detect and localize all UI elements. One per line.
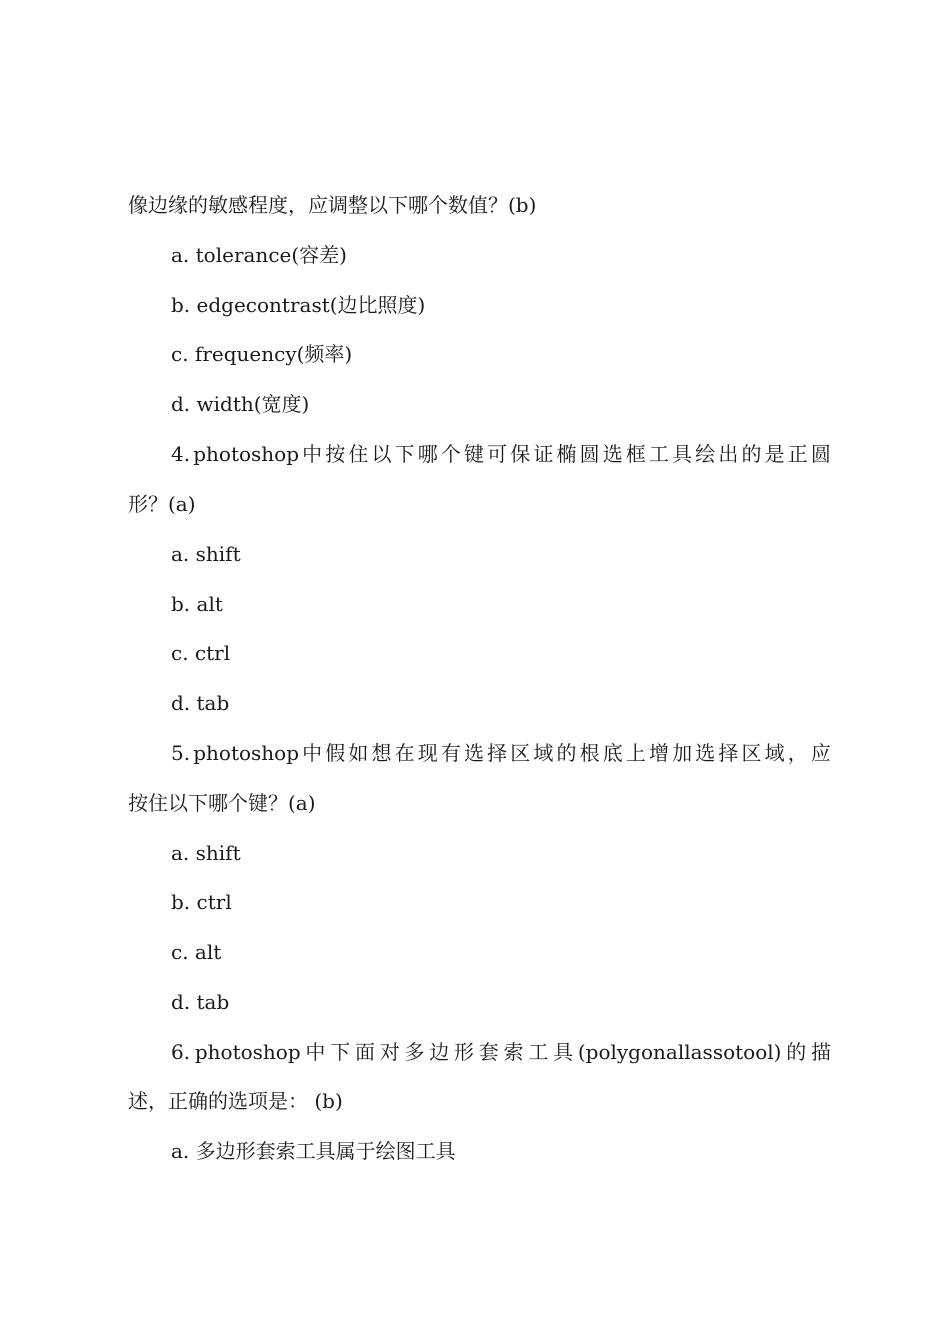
question-4-option-d: d. tab (171, 691, 230, 715)
question-6-text: 6. photoshop 中 下 面 对 多 边 形 套 索 工 具 (polygonallassotool) 的 描 (171, 1040, 831, 1064)
question-4-option-b: b. alt (171, 592, 223, 616)
question-5-option-b: b. ctrl (171, 890, 232, 914)
question-3-option-a: a. tolerance(容差) (171, 243, 347, 267)
question-4-text: 4. photoshop 中 按 住 以 下 哪 个 键 可 保 证 椭 圆 选 框 工 具 绘 出 的 是 正 圆 (171, 442, 831, 466)
question-4-option-a: a. shift (171, 542, 241, 566)
question-5-option-c: c. alt (171, 940, 222, 964)
question-5-text-continued: 按住以下哪个键？(a) (128, 791, 316, 815)
question-5-text: 5. photoshop 中 假 如 想 在 现 有 选 择 区 域 的 根 底 上 增 加 选 择 区 域 ， 应 (171, 741, 831, 765)
question-6-text-continued: 述，正确的选项是： (b) (128, 1089, 343, 1113)
question-3-option-d: d. width(宽度) (171, 392, 310, 416)
question-3-option-b: b. edgecontrast(边比照度) (171, 293, 426, 317)
question-3-option-c: c. frequency(频率) (171, 342, 353, 366)
question-3-text-continued: 像边缘的敏感程度，应调整以下哪个数值？(b) (128, 193, 537, 217)
question-5-option-d: d. tab (171, 990, 230, 1014)
question-4-text-continued: 形？(a) (128, 492, 196, 516)
question-4-option-c: c. ctrl (171, 641, 231, 665)
question-6-option-a: a. 多边形套索工具属于绘图工具 (171, 1139, 456, 1163)
question-5-option-a: a. shift (171, 841, 241, 865)
